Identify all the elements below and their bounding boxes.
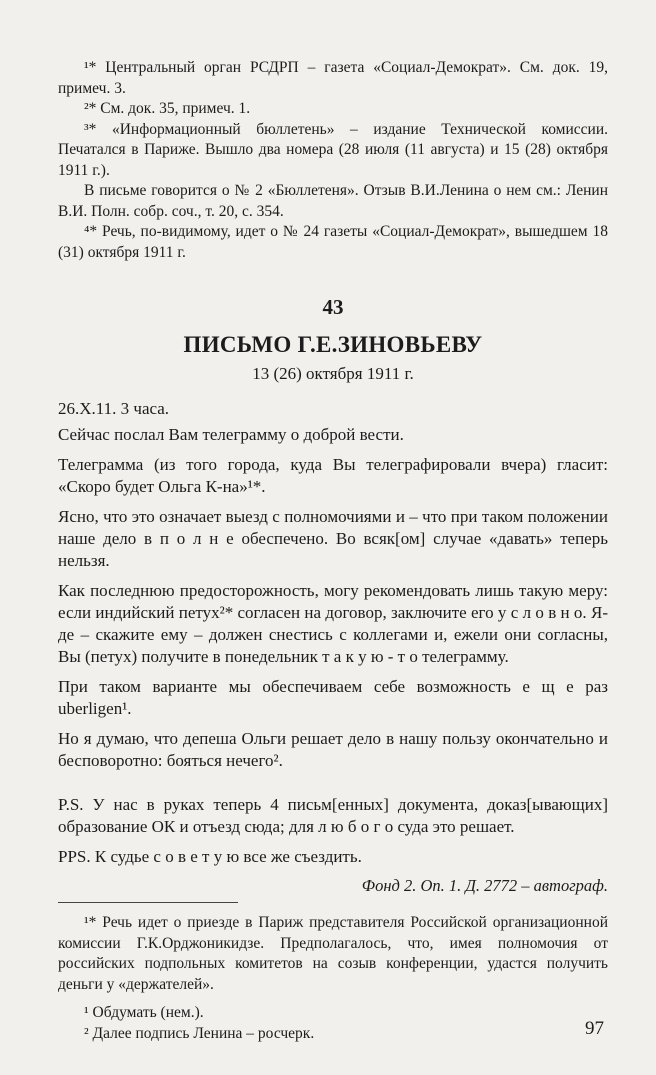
footnote-2: ²* См. док. 35, примеч. 1. [84,100,251,117]
document-page [58,58,608,1044]
letter-paragraph: При таком варианте мы обеспечиваем себе возможность е щ е раз uberligen¹. [58,677,608,718]
letter-paragraph: Ясно, что это означает выезд с полномочиями и – что при таком положении наше дело в п о л н е обеспечено. Во всяк[ом] случае «давать» теперь нельзя. [58,507,608,570]
postscript: P.S. У нас в руках теперь 4 письм[енных] документа, доказ[ывающих] образование ОК и отъезд сюда; для л ю б о г о суда это решает. [58,795,608,836]
letter-paragraph: Сейчас послал Вам телеграмму о доброй вести. [58,425,404,444]
footnote-divider [58,902,238,903]
document-date: 13 (26) октября 1911 г. [252,364,414,383]
letter-paragraph: Телеграмма (из того города, куда Вы телеграфировали вчера) гласит: «Скоро будет Ольга К-на»¹*. [58,455,608,496]
letter-paragraph: 26.X.11. 3 часа. [58,399,170,418]
page-number: 97 [585,1018,604,1039]
document-title: ПИСЬМО Г.Е.ЗИНОВЬЕВУ [183,332,483,357]
postscript: PPS. К судье с о в е т у ю все же съездить. [58,847,362,866]
footnote-1: ¹* Центральный орган РСДРП – газета «Социал-Демократ». См. док. 19, примеч. 3. [58,59,608,97]
top-footnotes [58,58,608,263]
letter-paragraph: Но я думаю, что депеша Ольги решает дело в нашу пользу окончательно и бесповоротно: бояться нечего². [58,729,608,770]
footnote-2: ² Далее подпись Ленина – росчерк. [84,1024,315,1042]
letter-paragraph: Как последнюю предосторожность, могу рекомендовать лишь такую меру: если индийский петух²* согласен на договор, заключите его у с л о в н о. Я-де – скажите ему – должен снестись с коллегами и, ежели они согласны, Вы (петух) получите в понедельник т а к у ю - т о телеграмму. [58,581,608,666]
footnote-3: ³* «Информационный бюллетень» – издание Технической комиссии. Печатался в Париже. Вышло два номера (28 июля (11 августа) и 15 (28) октября 1911 г.). [58,120,608,179]
footnote-star-1: ¹* Речь идет о приезде в Париж представителя Российской организационной комиссии Г.К.Орджоникидзе. Предполагалось, что, имея полномочия от российских подпольных комитетов на созыв конференции, удастся получить деньги у «держателей». [58,914,608,993]
footnote-4: ⁴* Речь, по-видимому, идет о № 24 газеты «Социал-Демократ», вышедшем 18 (31) октября 1911 г. [58,223,608,261]
archive-reference: Фонд 2. Оп. 1. Д. 2772 – автограф. [361,876,608,895]
footnote-1: ¹ Обдумать (нем.). [84,1004,204,1021]
bottom-footnotes [58,913,608,1044]
letter-body [58,398,608,868]
footnote-3-continued: В письме говорится о № 2 «Бюллетеня». Отзыв В.И.Ленина о нем см.: Ленин В.И. Полн. собр. соч., т. 20, с. 354. [58,182,608,220]
document-number: 43 [322,295,344,319]
